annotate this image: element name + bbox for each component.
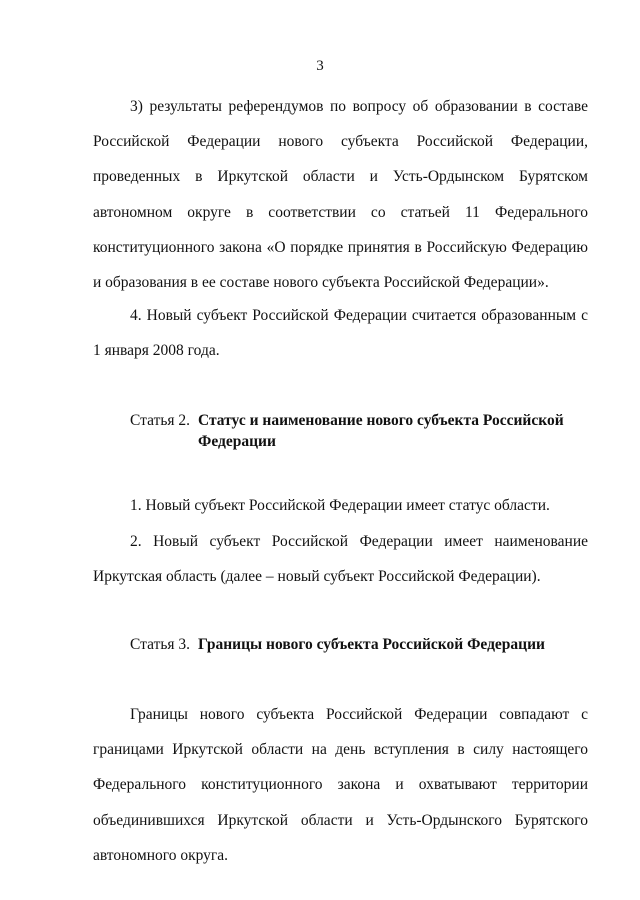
paragraph-region-name: 2. Новый субъект Российской Федерации имеет наименование Иркутская область (далее – новый субъект Российской Федерации). xyxy=(93,533,588,586)
paragraph-formation-date: 4. Новый субъект Российской Федерации считается образованным с 1 января 2008 года. xyxy=(93,307,588,360)
article-2-number: Статья 2. xyxy=(130,412,191,429)
paragraph-borders: Границы нового субъекта Российской Федерации совпадают с границами Иркутской области на день вступления в силу настоящего Федерального конституционного закона и охватывают территории объединившихся Иркутской области и Усть-Ордынского Бурятского автономного округа. xyxy=(93,706,588,864)
paragraph-region-status: 1. Новый субъект Российской Федерации имеет статус области. xyxy=(130,497,550,514)
article-2-heading xyxy=(130,410,590,452)
article-3-number: Статья 3. xyxy=(130,636,191,653)
paragraph-referendum-results: 3) результаты референдумов по вопросу об образовании в составе Российской Федерации нового субъекта Российской Федерации, проведенных в Иркутской области и Усть-Ордынском Бурятском автономном округе в соответствии со статьей 11 Федерального конституционного закона «О порядке принятия в Российскую Федерацию и образования в ее составе нового субъекта Российской Федерации». xyxy=(93,98,588,292)
article-3-heading xyxy=(130,634,590,655)
article-3-title: Границы нового субъекта Российской Федерации xyxy=(198,636,545,653)
article-2-title: Статус и наименование нового субъекта Российской Федерации xyxy=(198,412,564,450)
page-number: 3 xyxy=(316,58,324,74)
